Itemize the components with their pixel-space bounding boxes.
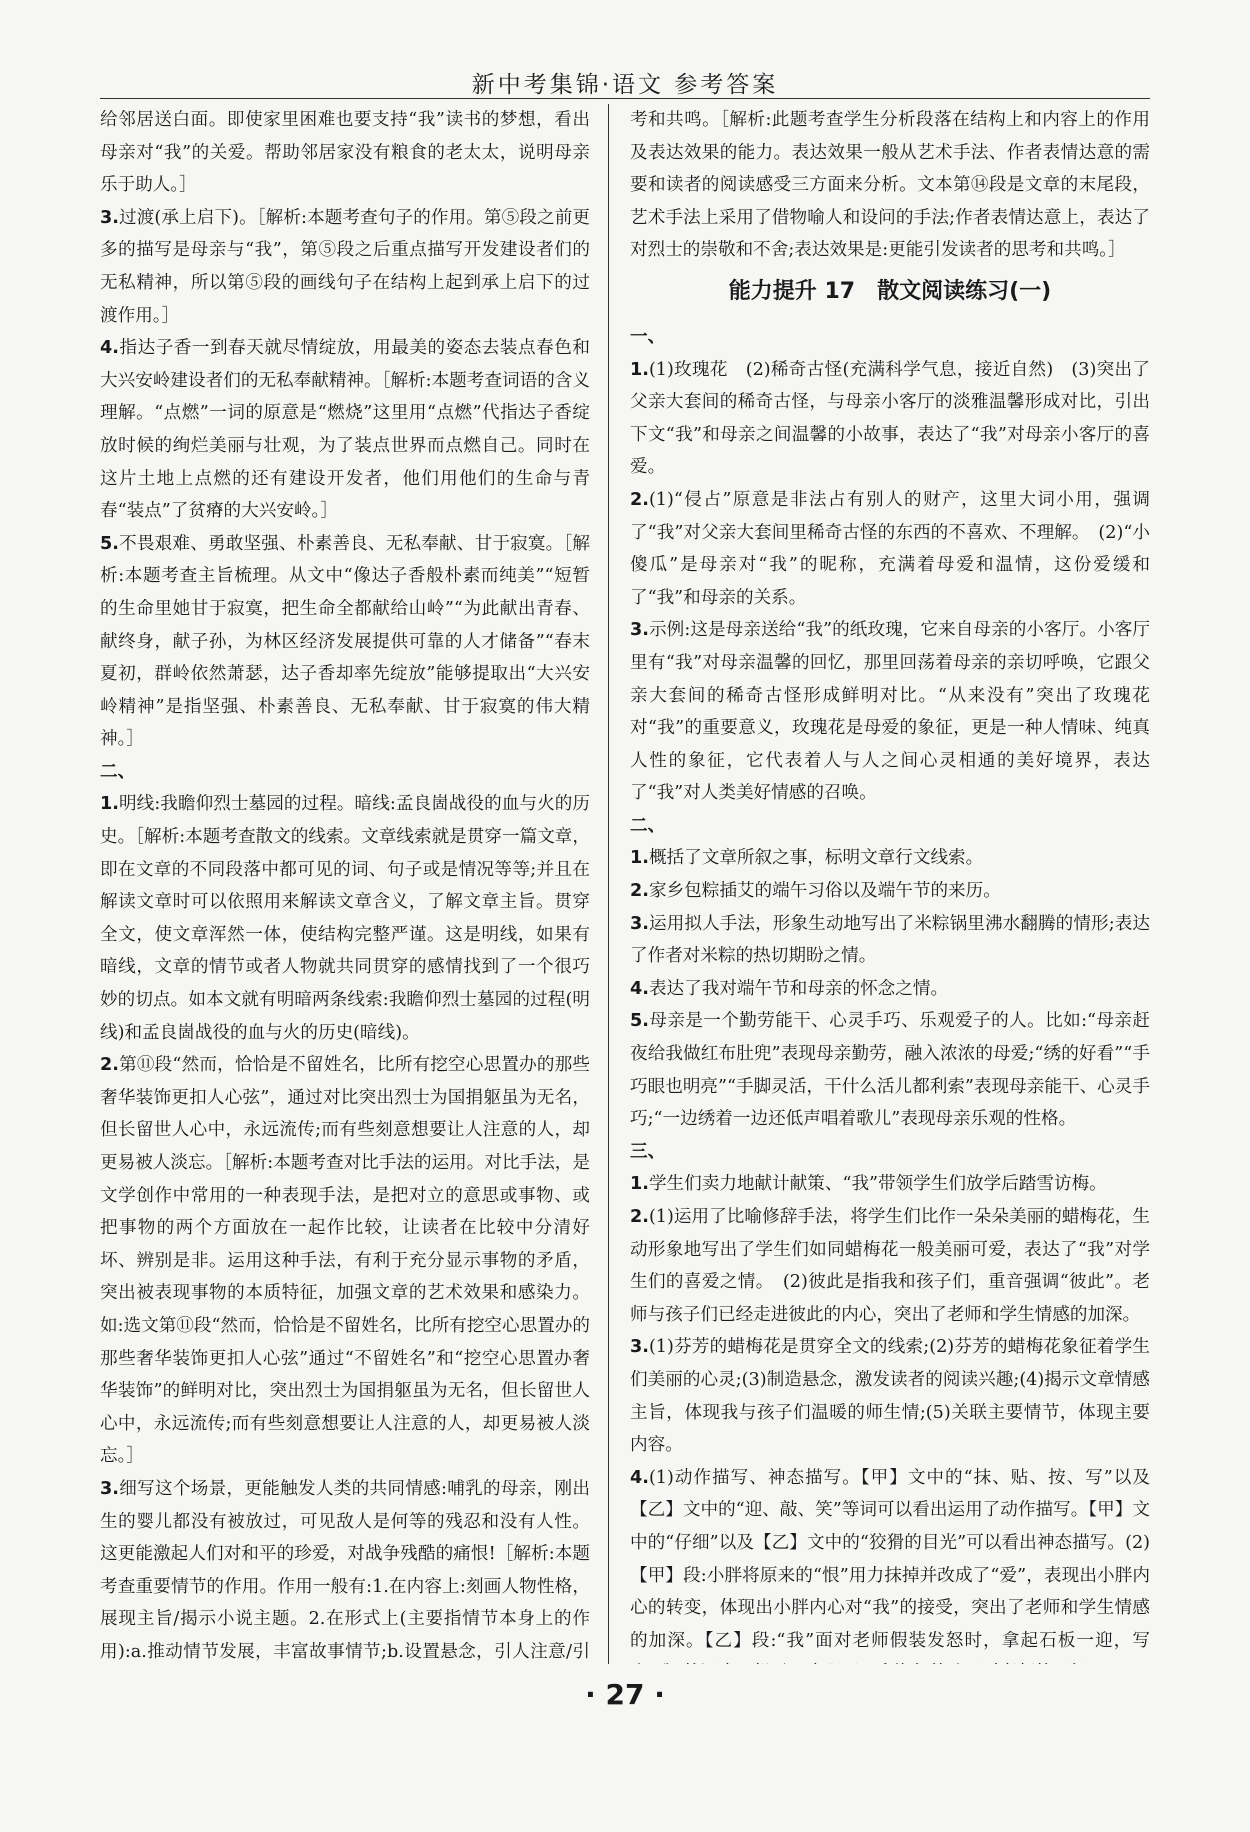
item-text: (1)动作描写、神态描写。【甲】文中的“抹、贴、按、写”以及【乙】文中的“迎、敲、笑”等词可以看出运用了动作描写。【甲】文中的“仔细”以及【乙】文中的“狡猾的目光”可以看出神态描写。(2)【甲】段:小胖将原来的“恨”用力抹掉并改成了“爱”，表现出小胖内心的转变，体现出小胖内心对“我”的接受，突出了老师和学生情感的加深。【乙】段:“我”面对老师假装发怒时，拿起石板一迎，写 [630, 1467, 1150, 1651]
item-number: 2. [630, 489, 649, 510]
item-text: (1)玫瑰花 (2)稀奇古怪(充满科学气息，接近自然) (3)突出了父亲大套间的稀奇古怪，与母亲小客厅的淡雅温馨形成对比，引出下文“我”和母亲之间温馨的小故事，表达了“我”对母亲小客厅的喜爱。 [630, 359, 1150, 478]
answer-item [100, 788, 590, 1049]
item-number: 5. [100, 533, 119, 554]
section-title: 能力提升 17 散文阅读练习(一) [728, 278, 1052, 304]
item-number: 1. [630, 848, 649, 869]
answer-item [630, 1201, 1150, 1331]
item-text: 学生们卖力地献计献策、“我”带领学生们放学后踏雪访梅。 [648, 1174, 1107, 1195]
answer-item [100, 202, 590, 332]
item-text: 第⑪段“然而，恰恰是不留姓名，比所有挖空心思置办的那些奢华装饰更扣人心弦”，通过对比突出烈士为国捐躯虽为无名，但长留世人心中，永远流传;而有些刻意想要让人注意的人，却更易被人淡忘。［解析:本题考查对比手法的运用。对比手法，是文学创作中常用的一种表现手法，是把对立的意思或事物、或把事物的两个方面放在一起作比较，让读者在比较中分清好坏、辨别是非。运用这种手法，有利于充分显示事物的矛盾，突出被表现事物的本质特征，加强文章的艺术效果和感染力。如:选文第⑪段“然而，恰恰是不留姓名，比所有挖空心思置办的那些奢华装饰更扣人心弦”通过“不留姓名”和“挖空心思置办奢华装饰”的鲜明对比，突出烈士为国捐躯虽为无名，但长留世人心中，永远流传;而有些刻意想要让人注意的人，却更易被人淡忘。］ [100, 1055, 590, 1467]
section-heading: 一、 [630, 326, 666, 347]
right-column [630, 104, 1150, 1664]
answer-item [630, 484, 1150, 614]
column-divider [608, 104, 609, 1664]
item-text: (1)运用了比喻修辞手法，将学生们比作一朵朵美丽的蜡梅花，生动形象地写出了学生们如同蜡梅花一般美丽可爱，表达了“我”对学生们的喜爱之情。 (2)彼此是指我和孩子们，重音强调“彼此”。老师与孩子们已经走进彼此的内心，突出了老师和学生情感的加深。 [630, 1207, 1150, 1325]
item-number: 3. [630, 620, 649, 641]
answer-item [100, 332, 590, 528]
item-number: 5. [630, 1011, 649, 1032]
answer-item [630, 354, 1150, 484]
item-number: 2. [630, 881, 649, 902]
answer-item [100, 1049, 590, 1473]
continued-text: 给邻居送白面。即使家里困难也要支持“我”读书的梦想，看出母亲对“我”的关爱。帮助邻居家没有粮食的老太太，说明母亲乐于助人。］ [100, 110, 590, 196]
section-heading: 二、 [630, 815, 666, 836]
item-text: 运用拟人手法，形象生动地写出了米粽锅里沸水翻腾的情形;表达了作者对米粽的热切期盼之情。 [630, 913, 1150, 967]
item-number: 4. [100, 338, 119, 359]
section-heading: 二、 [100, 761, 136, 782]
section-heading: 三、 [630, 1141, 666, 1162]
page-number: · 27 · [585, 1678, 665, 1711]
item-text: 家乡包粽插艾的端午习俗以及端午节的来历。 [648, 881, 1001, 902]
item-number: 4. [630, 1467, 649, 1488]
answer-item [100, 528, 590, 756]
item-text: 明线:我瞻仰烈士墓园的过程。暗线:孟良崮战役的血与火的历史。［解析:本题考查散文的线索。文章线索就是贯穿一篇文章，即在文章的不同段落中都可见的词、句子或是情况等等;并且在解读文章时可以依照用来解读文章含义，了解文章主旨。贯穿全文，使文章浑然一体，使结构完整严谨。这是明线，如果有暗线，文章的情节或者人物就共同贯穿的感情找到了一个很巧妙的切点。如本文就有明暗两条线索:我瞻仰烈士墓园的过程(明线)和孟良崮战役的血与火的历史(暗线)。 [100, 794, 590, 1043]
answer-item [630, 1462, 1150, 1664]
answer-item [630, 614, 1150, 810]
answer-item [630, 908, 1150, 973]
item-number: 3. [630, 1337, 649, 1358]
answer-item [630, 1168, 1150, 1201]
item-number: 4. [630, 978, 649, 999]
item-text: 指达子香一到春天就尽情绽放，用最美的姿态去装点春色和大兴安岭建设者们的无私奉献精神。［解析:本题考查词语的含义理解。“点燃”一词的原意是“燃烧”这里用“点燃”代指达子香绽放时候的绚烂美丽与壮观，为了装点世界而点燃自己。同时在这片土地上点燃的还有建设开发者，他们用他们的生命与青春“装点”了贫瘠的大兴安岭。］ [100, 338, 590, 522]
item-text: 不畏艰难、勇敢坚强、朴素善良、无私奉献、甘于寂寞。［解析:本题考查主旨梳理。从文中“像达子香般朴素而纯美”“短暂的生命里她甘于寂寞，把生命全都献给山岭”“为此献出青春、献终身，献子孙，为林区经济发展提供可靠的人才储备”“春末夏初，群岭依然萧瑟，达子香却率先绽放”能够提取出“大兴安岭精神”是指坚强、朴素善良、无私奉献、甘于寂寞的伟大精神。］ [100, 533, 590, 750]
answer-item [630, 842, 1150, 875]
continued-text: 考和共鸣。［解析:此题考查学生分析段落在结构上和内容上的作用及表达效果的能力。表达效果一般从艺术手法、作者表情达意的需要和读者的阅读感受三方面来分析。文本第⑭段是文章的末尾段，艺术手法上采用了借物喻人和设问的手法;作者表情达意上，表达了对烈士的崇敬和不舍;表达效果是:更能引发读者的思考和共鸣。］ [630, 110, 1150, 261]
item-text: (1)芬芳的蜡梅花是贯穿全文的线索;(2)芬芳的蜡梅花象征着学生们美丽的心灵;(3)制造悬念，激发读者的阅读兴趣;(4)揭示文章情感主旨，体现我与孩子们温暖的师生情;(5)关联主要情节，体现主要内容。 [630, 1337, 1150, 1456]
item-text: 过渡(承上启下)。［解析:本题考查句子的作用。第⑤段之前更多的描写是母亲与“我”，第⑤段之后重点描写开发建设者们的无私精神，所以第⑤段的画线句子在结构上起到承上启下的过渡作用。］ [100, 207, 590, 326]
item-number: 3. [100, 1478, 119, 1499]
answer-item [630, 1331, 1150, 1461]
answer-item [100, 1473, 590, 1664]
item-text: (1)“侵占”原意是非法占有别人的财产，这里大词小用，强调了“我”对父亲大套间里稀奇古怪的东西的不喜欢、不理解。 (2)“小傻瓜”是母亲对“我”的昵称，充满着母爱和温情，这份爱缓和了“我”和母亲的关系。 [630, 489, 1150, 608]
item-text: 示例:这是母亲送给“我”的纸玫瑰，它来自母亲的小客厅。小客厅里有“我”对母亲温馨的回忆，那里回荡着母亲的亲切呼唤，它跟父亲大套间的稀奇古怪形成鲜明对比。“从来没有”突出了玫瑰花对“我”的重要意义，玫瑰花是母爱的象征，更是一种人情味、纯真人性的象征，它代表着人与人之间心灵相通的美好境界，表达了“我”对人类美好情感的召唤。 [630, 620, 1150, 804]
page-header: 新中考集锦·语文 参考答案 [471, 72, 779, 98]
header-divider [100, 98, 1150, 99]
item-text: 表达了我对端午节和母亲的怀念之情。 [648, 978, 949, 999]
answer-item [630, 973, 1150, 1006]
item-number: 1. [100, 794, 119, 815]
answer-item [630, 1005, 1150, 1135]
item-text: 概括了文章所叙之事，标明文章行文线索。 [648, 848, 984, 869]
item-number: 2. [630, 1207, 649, 1227]
item-number: 3. [630, 913, 649, 934]
item-text: 母亲是一个勤劳能干、心灵手巧、乐观爱子的人。比如:“母亲赶夜给我做红布肚兜”表现母亲勤劳，融入浓浓的母爱;“绣的好看”“手巧眼也明亮”“手脚灵活，干什么活儿都利索”表现母亲能干、心灵手巧;“一边绣着一边还低声唱着歌儿”表现母亲乐观的性格。 [630, 1011, 1150, 1130]
item-text: 细写这个场景，更能触发人类的共同情感:哺乳的母亲，刚出生的婴儿都没有被放过，可见敌人是何等的残忍和没有人性。这更能激起人们对和平的珍爱，对战争残酷的痛恨!［解析:本题考查重要情节的作用。作用一般有:1.在内容上:刻画人物性格，展现主旨/揭示小说主题。2.在形式上(主要指情节本身上的作用):a.推动情节发展，丰富故事情节;b.设置悬念，引人注意/引 [100, 1478, 590, 1662]
item-number: 3. [100, 207, 119, 228]
item-number: 1. [630, 1174, 649, 1195]
answer-item [630, 875, 1150, 908]
left-column [100, 104, 590, 1664]
item-number: 1. [630, 359, 649, 380]
item-number: 2. [100, 1055, 119, 1076]
